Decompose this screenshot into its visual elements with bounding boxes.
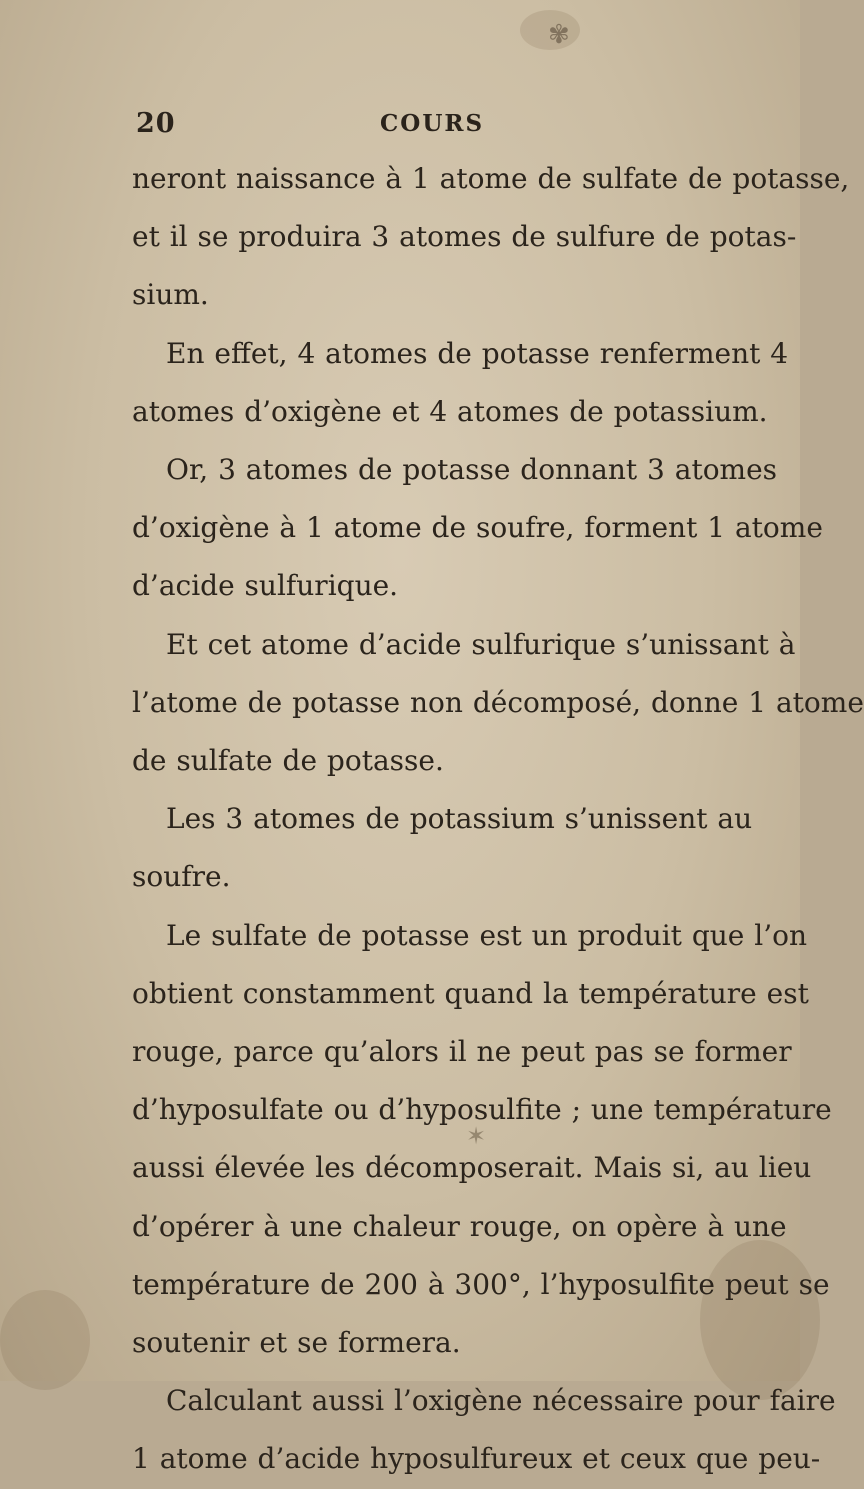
text-line: obtient constamment quand la température est bbox=[132, 976, 809, 1010]
paragraph bbox=[132, 907, 832, 1373]
paragraph bbox=[132, 1372, 836, 1488]
text-line: sium. bbox=[132, 278, 209, 312]
text-line: de sulfate de potasse. bbox=[132, 744, 444, 778]
text-line: En effet, 4 atomes de potasse renferment 4 bbox=[166, 336, 789, 370]
text-line: Or, 3 atomes de potasse donnant 3 atomes bbox=[166, 453, 778, 487]
page-header bbox=[0, 108, 800, 148]
text-line: l’atome de potasse non décomposé, donne 1 atome bbox=[132, 685, 864, 719]
text-line: Les 3 atomes de potassium s’unissent au bbox=[166, 802, 753, 836]
paragraph bbox=[132, 150, 850, 325]
text-line: d’oxigène à 1 atome de soufre, forment 1 atome bbox=[132, 511, 823, 545]
ink-speck-icon: ✶ bbox=[466, 1122, 487, 1150]
text-line: soutenir et se formera. bbox=[132, 1326, 461, 1360]
ink-speck-icon: ✾ bbox=[548, 20, 570, 50]
text-line: d’hyposulfate ou d’hyposulfite ; une température bbox=[132, 1093, 832, 1127]
paper-stain bbox=[0, 1290, 90, 1390]
text-line: 1 atome d’acide hyposulfureux et ceux que peu- bbox=[132, 1442, 821, 1476]
text-line: soufre. bbox=[132, 860, 231, 894]
text-line: Le sulfate de potasse est un produit que l’on bbox=[166, 918, 807, 952]
paragraph bbox=[132, 325, 789, 441]
paragraph bbox=[132, 441, 823, 616]
text-line: rouge, parce qu’alors il ne peut pas se former bbox=[132, 1035, 792, 1069]
running-head: COURS bbox=[380, 110, 485, 137]
paragraph bbox=[132, 616, 864, 791]
text-line: Et cet atome d’acide sulfurique s’unissant à bbox=[166, 627, 796, 661]
text-line: d’acide sulfurique. bbox=[132, 569, 399, 603]
paragraph bbox=[132, 790, 753, 906]
text-line: température de 200 à 300°, l’hyposulfite peut se bbox=[132, 1267, 830, 1301]
page-number: 20 bbox=[136, 108, 176, 139]
text-line: aussi élevée les décomposerait. Mais si, au lieu bbox=[132, 1151, 812, 1185]
text-line: et il se produira 3 atomes de sulfure de potas- bbox=[132, 220, 797, 254]
text-line: Calculant aussi l’oxigène nécessaire pour faire bbox=[166, 1384, 836, 1418]
body-text bbox=[132, 150, 864, 1489]
text-line: atomes d’oxigène et 4 atomes de potassium. bbox=[132, 394, 768, 428]
text-line: neront naissance à 1 atome de sulfate de potasse, bbox=[132, 162, 850, 195]
text-line: d’opérer à une chaleur rouge, on opère à une bbox=[132, 1209, 787, 1243]
